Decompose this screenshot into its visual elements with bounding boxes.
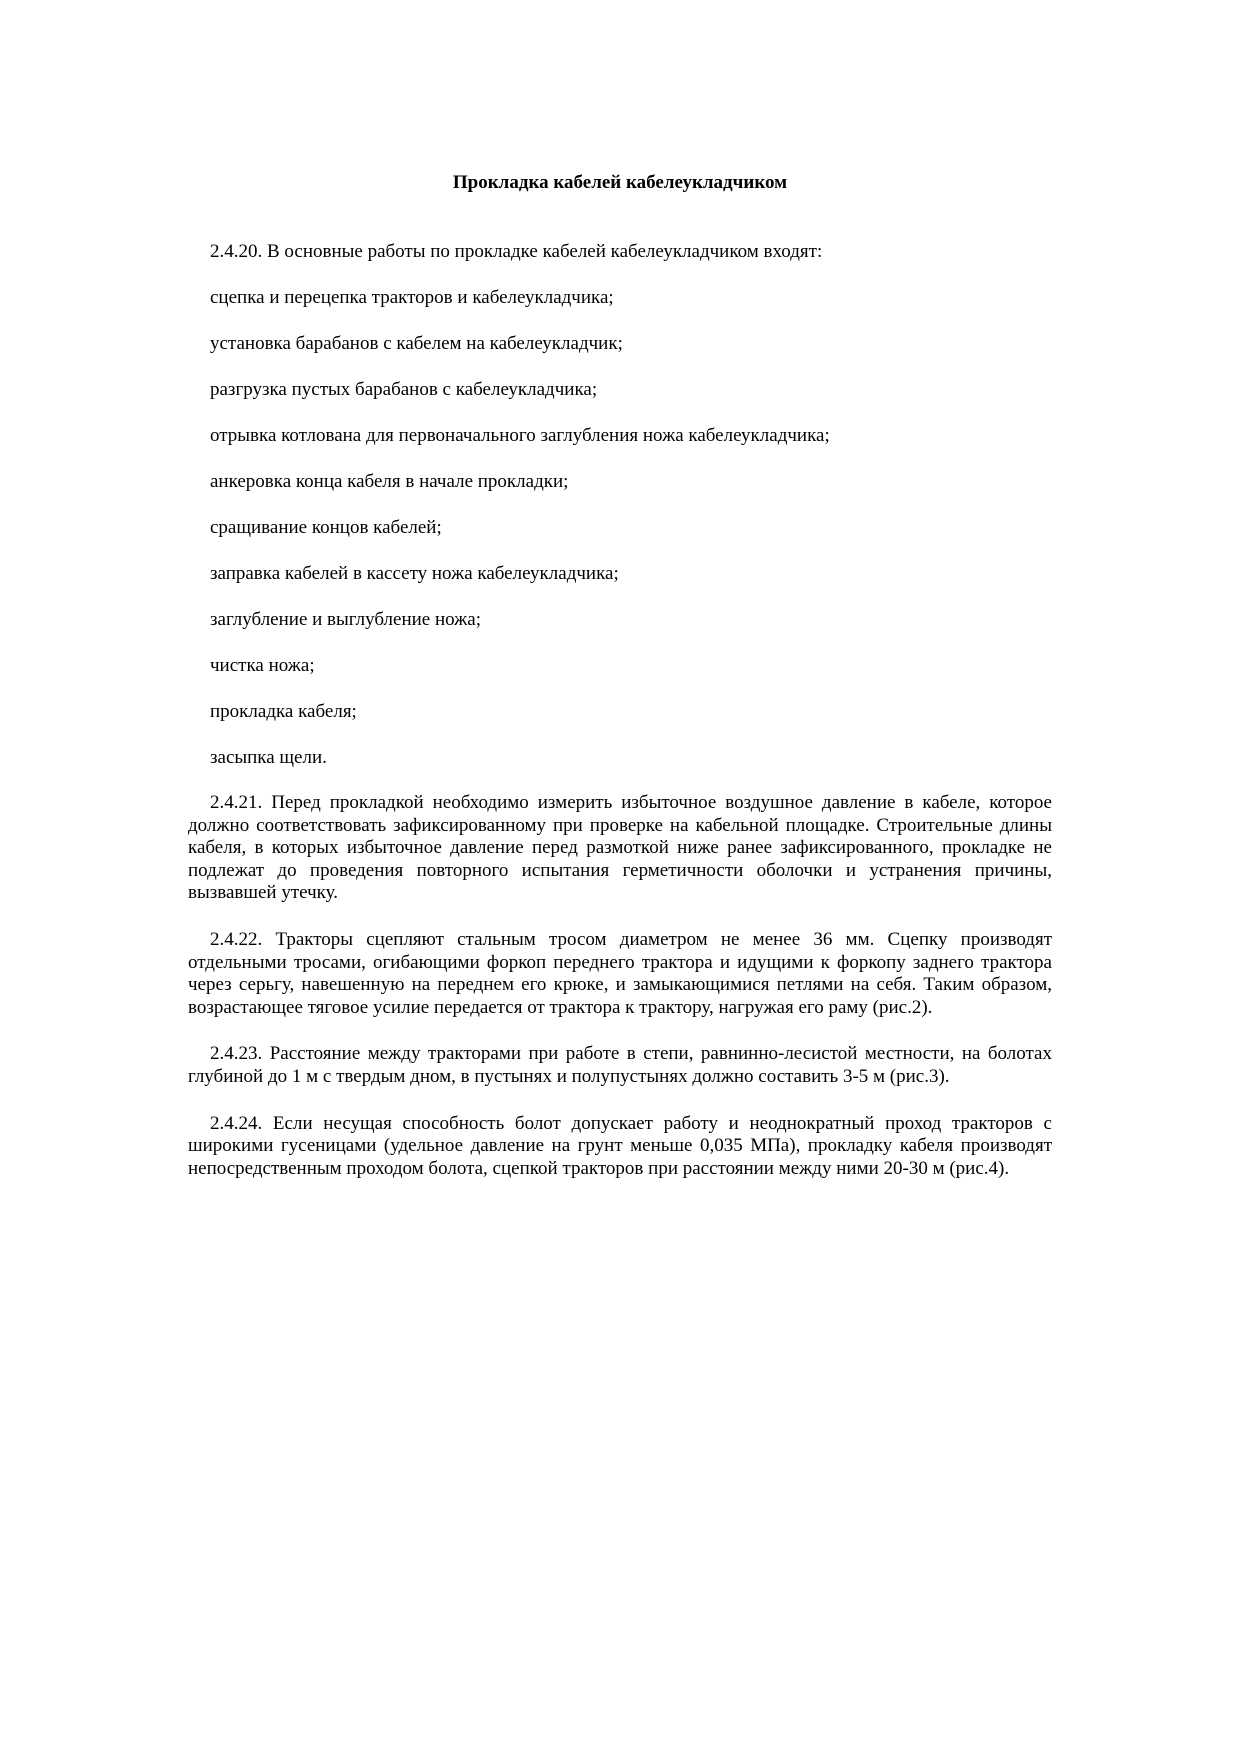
list-item: заправка кабелей в кассету ножа кабелеукладчика; (210, 563, 619, 584)
list-item: чистка ножа; (210, 655, 315, 676)
paragraph-2-4-21: 2.4.21. Перед прокладкой необходимо измерить избыточное воздушное давление в кабеле, которое должно соответствовать зафиксированному при проверке на кабельной площадке. Строительные длины кабеля, в которых избыточное давление перед размоткой ниже ранее зафиксированного, прокладке не подлежат до проведения повторного испытания герметичности оболочки и устранения причины, вызвавшей утечку. (188, 792, 1052, 904)
list-item: сращивание концов кабелей; (210, 517, 442, 538)
list-item: прокладка кабеля; (210, 701, 357, 722)
paragraph-2-4-22: 2.4.22. Тракторы сцепляют стальным тросом диаметром не менее 36 мм. Сцепку производят отдельными тросами, огибающими форкоп переднего трактора и идущими к форкопу заднего трактора через серьгу, навешенную на переднем его крюке, и замыкающимися петлями на себя. Таким образом, возрастающее тяговое усилие передается от трактора к трактору, нагружая его раму (рис.2). (188, 928, 1052, 1018)
document-body (188, 240, 1052, 1204)
list-item: разгрузка пустых барабанов с кабелеукладчика; (210, 379, 598, 400)
list-item: анкеровка конца кабеля в начале прокладки; (210, 471, 569, 492)
list-item: заглубление и выглубление ножа; (210, 609, 482, 630)
paragraph-2-4-24: 2.4.24. Если несущая способность болот допускает работу и неоднократный проход тракторов с широкими гусеницами (удельное давление на грунт меньше 0,035 МПа), прокладку кабеля производят непосредственным проходом болота, сцепкой тракторов при расстоянии между ними 20-30 м (рис.4). (188, 1112, 1052, 1179)
document-title: Прокладка кабелей кабелеукладчиком (452, 172, 788, 193)
list-item: установка барабанов с кабелем на кабелеукладчик; (210, 333, 623, 354)
list-item: засыпка щели. (210, 747, 327, 768)
list-item: сцепка и перецепка тракторов и кабелеукладчика; (210, 287, 614, 308)
paragraph-2-4-23: 2.4.23. Расстояние между тракторами при работе в степи, равнинно-лесистой местности, на болотах глубиной до 1 м с твердым дном, в пустынях и полупустынях должно составить 3-5 м (рис.3). (188, 1043, 1052, 1087)
list-item: отрывка котлована для первоначального заглубления ножа кабелеукладчика; (210, 425, 830, 446)
intro-paragraph: 2.4.20. В основные работы по прокладке кабелей кабелеукладчиком входят: (210, 241, 823, 262)
